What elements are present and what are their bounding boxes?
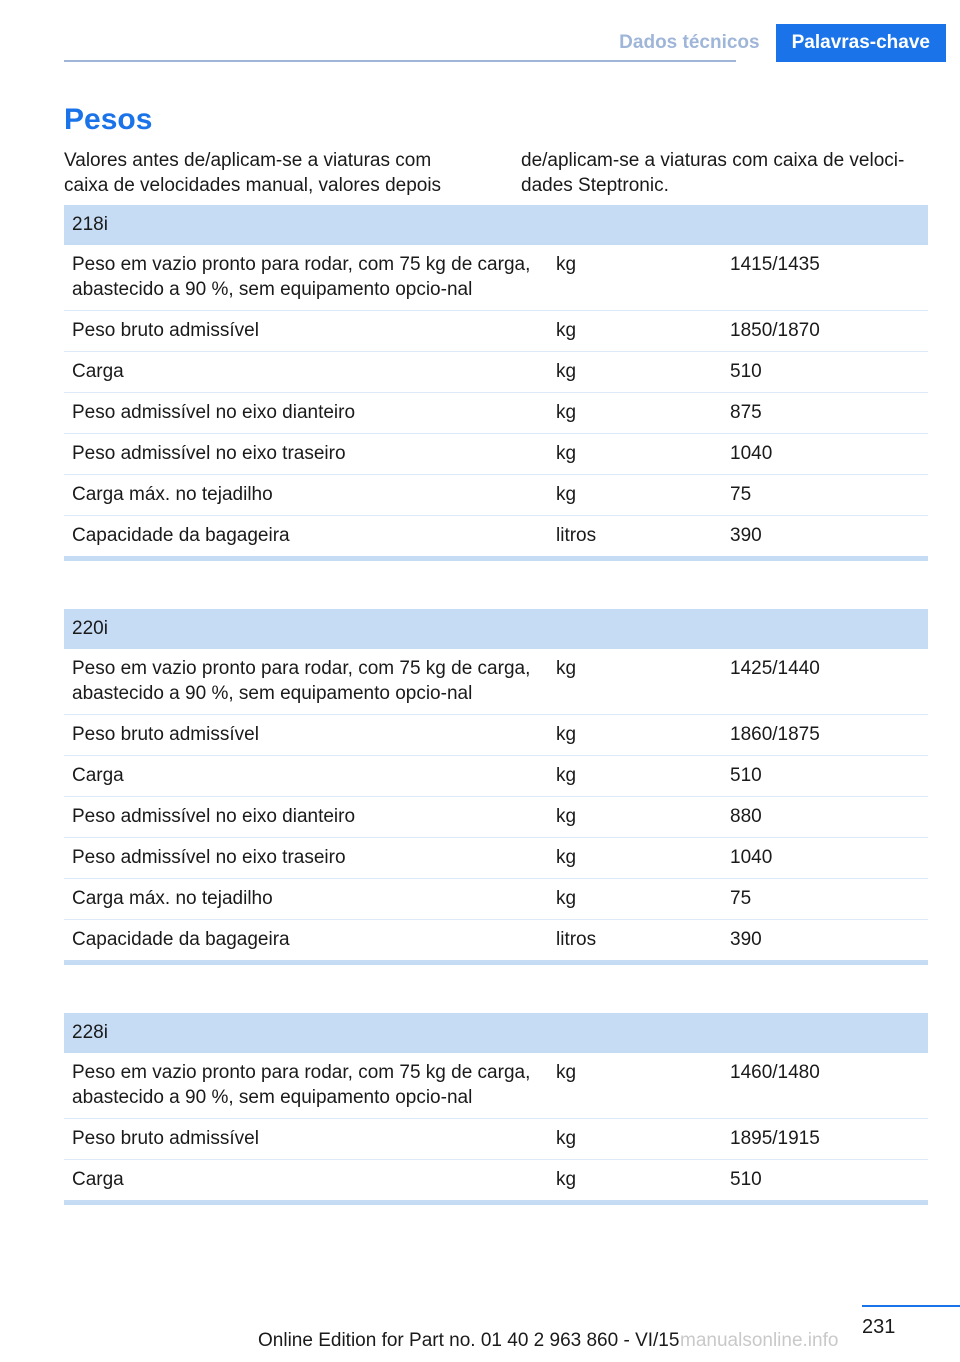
row-value: 1040 [730, 443, 773, 464]
row-label: Carga [72, 361, 124, 382]
row-unit: kg [556, 765, 577, 786]
row-unit: litros [556, 929, 597, 950]
row-label: Carga [72, 1169, 124, 1190]
table-model-header: 228i [64, 1013, 928, 1053]
row-unit: kg [556, 361, 577, 382]
row-unit: kg [556, 320, 577, 341]
table-row [64, 837, 928, 878]
row-label: Peso em vazio pronto para rodar, com 75 kg de carga, abastecido a 90 %, sem equipamento opcio‐nal [72, 254, 531, 300]
row-label: Peso admissível no eixo traseiro [72, 847, 346, 868]
row-value: 1460/1480 [730, 1062, 820, 1083]
table-row [64, 1159, 928, 1200]
table-model-header: 218i [64, 205, 928, 245]
footer-divider [862, 1305, 960, 1307]
header-tabs [603, 24, 946, 62]
table-row [64, 714, 928, 755]
row-unit: kg [556, 254, 577, 275]
row-value: 510 [730, 361, 762, 382]
row-value: 1040 [730, 847, 773, 868]
row-unit: kg [556, 724, 577, 745]
row-label: Peso bruto admissível [72, 320, 259, 341]
row-label: Peso bruto admissível [72, 724, 259, 745]
row-label: Peso em vazio pronto para rodar, com 75 kg de carga, abastecido a 90 %, sem equipamento opcio‐nal [72, 658, 531, 704]
row-label: Peso em vazio pronto para rodar, com 75 kg de carga, abastecido a 90 %, sem equipamento opcio‐nal [72, 1062, 531, 1108]
table-row [64, 755, 928, 796]
table-row [64, 649, 928, 714]
row-value: 75 [730, 484, 752, 505]
page-number: 231 [862, 1316, 896, 1338]
row-value: 75 [730, 888, 752, 909]
table-row [64, 1053, 928, 1118]
row-value: 875 [730, 402, 762, 423]
tab-palavras-chave[interactable]: Palavras-chave [776, 24, 946, 62]
table-row [64, 878, 928, 919]
table-row [64, 245, 928, 310]
table-model-header: 220i [64, 609, 928, 649]
row-unit: kg [556, 806, 577, 827]
row-label: Carga [72, 765, 124, 786]
row-value: 1850/1870 [730, 320, 820, 341]
row-unit: kg [556, 888, 577, 909]
row-value: 390 [730, 525, 762, 546]
page-title: Pesos [64, 103, 153, 136]
row-unit: kg [556, 1062, 577, 1083]
weights-table-218i [64, 205, 928, 561]
row-label: Peso admissível no eixo traseiro [72, 443, 346, 464]
table-row [64, 351, 928, 392]
weights-table-220i [64, 609, 928, 965]
row-label: Peso admissível no eixo dianteiro [72, 806, 356, 827]
row-value: 510 [730, 1169, 762, 1190]
weights-table-228i [64, 1013, 928, 1205]
row-unit: kg [556, 443, 577, 464]
row-label: Peso bruto admissível [72, 1128, 259, 1149]
edition-note: Online Edition for Part no. 01 40 2 963 860 - VI/15 [258, 1330, 680, 1351]
row-value: 1415/1435 [730, 254, 820, 275]
row-unit: kg [556, 1169, 577, 1190]
table-row [64, 310, 928, 351]
row-value: 1895/1915 [730, 1128, 820, 1149]
header-divider [64, 60, 736, 62]
table-row [64, 392, 928, 433]
row-label: Peso admissível no eixo dianteiro [72, 402, 356, 423]
intro-text [64, 148, 928, 198]
row-unit: kg [556, 1128, 577, 1149]
row-unit: litros [556, 525, 597, 546]
row-label: Capacidade da bagageira [72, 929, 290, 950]
table-row [64, 433, 928, 474]
row-unit: kg [556, 484, 577, 505]
row-value: 1860/1875 [730, 724, 820, 745]
table-row [64, 919, 928, 960]
row-unit: kg [556, 658, 577, 679]
table-row [64, 474, 928, 515]
row-value: 880 [730, 806, 762, 827]
intro-paragraph: Valores antes de/aplicam-se a viaturas com caixa de velocidades manual, valores depois de/aplicam-se a viaturas com caixa de veloci‐dades Steptronic. [64, 150, 905, 196]
row-value: 390 [730, 929, 762, 950]
row-label: Carga máx. no tejadilho [72, 484, 273, 505]
row-label: Capacidade da bagageira [72, 525, 290, 546]
row-unit: kg [556, 402, 577, 423]
table-row [64, 796, 928, 837]
tab-dados-tecnicos[interactable]: Dados técnicos [603, 24, 775, 62]
row-value: 1425/1440 [730, 658, 820, 679]
table-row [64, 515, 928, 556]
row-value: 510 [730, 765, 762, 786]
watermark: manualsonline.info [680, 1330, 839, 1351]
table-row [64, 1118, 928, 1159]
row-label: Carga máx. no tejadilho [72, 888, 273, 909]
row-unit: kg [556, 847, 577, 868]
